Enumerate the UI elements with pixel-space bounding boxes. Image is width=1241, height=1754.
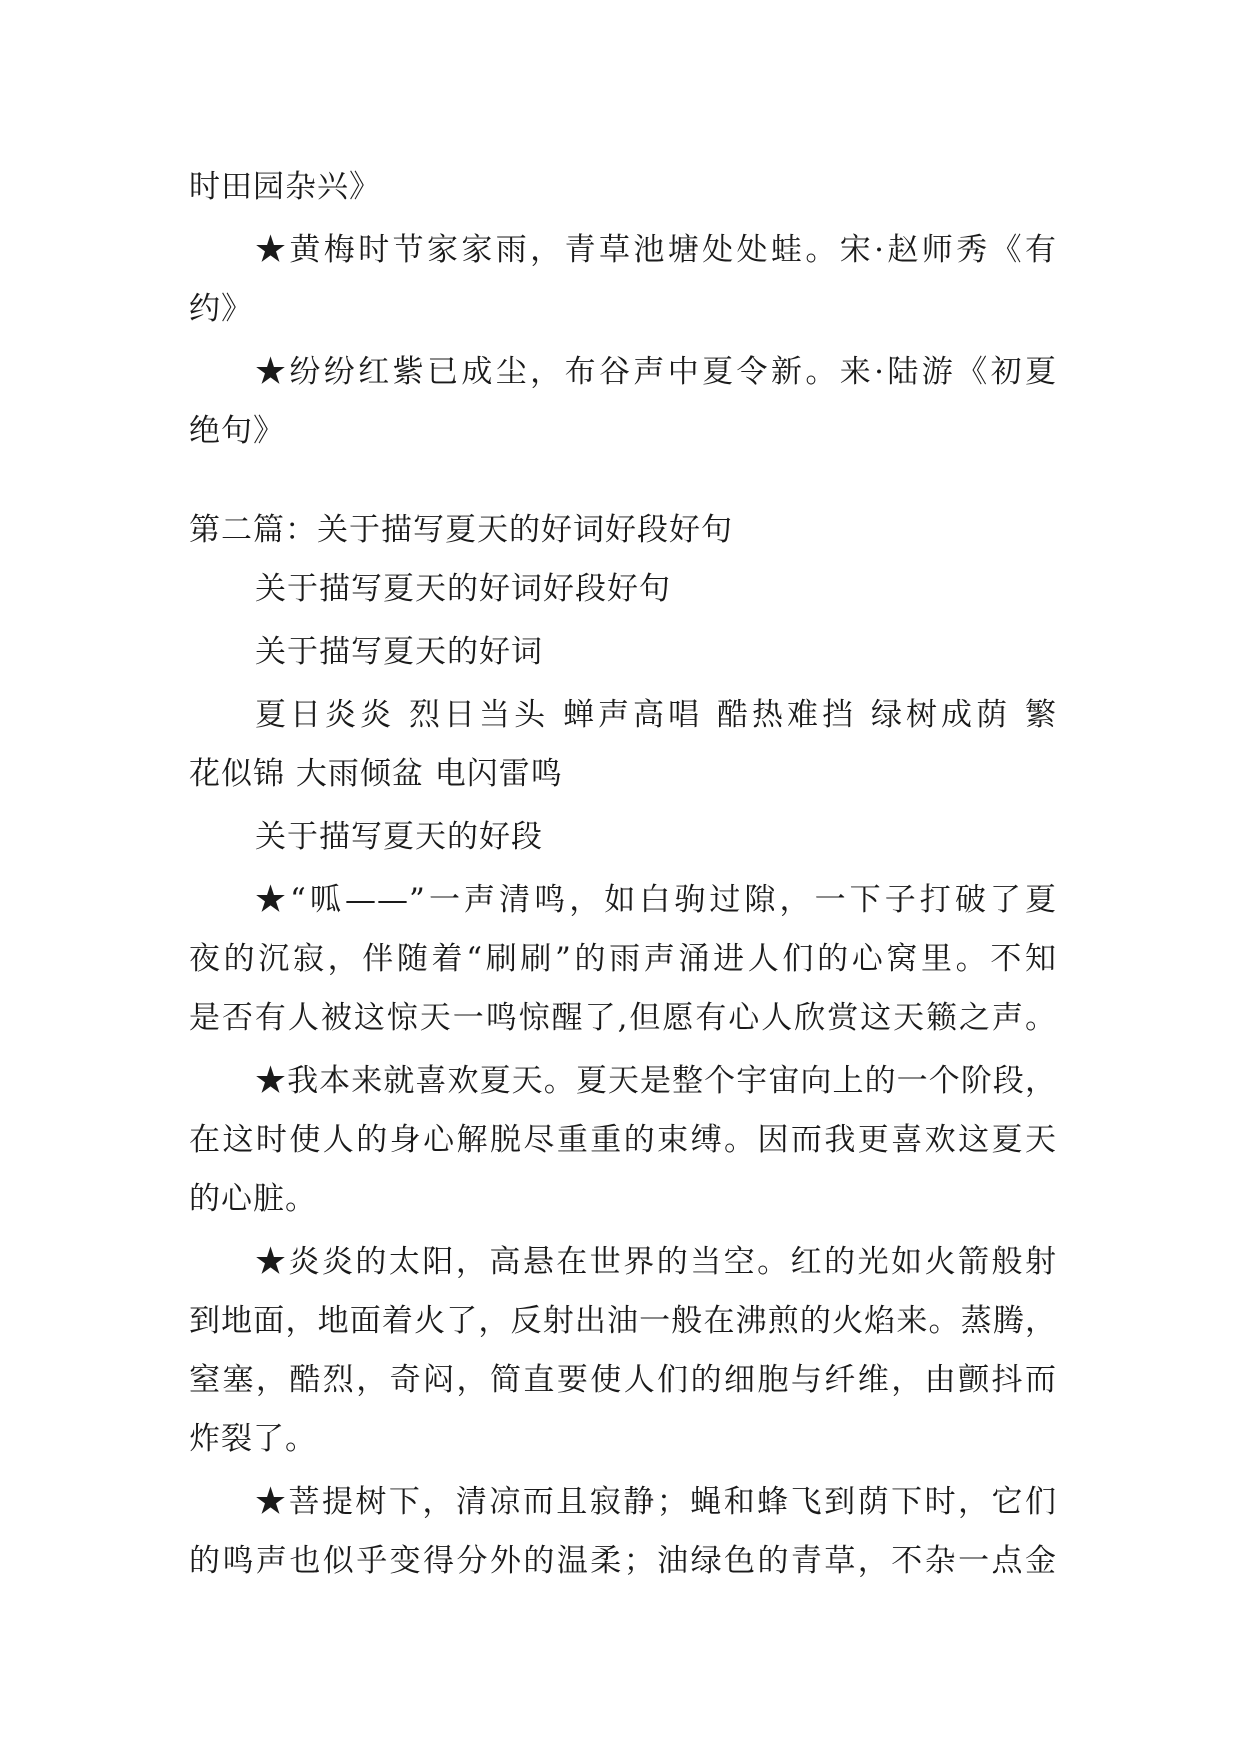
text-line: ★“呱——”一声清鸣，如白驹过隙，一下子打破了夏 [255,882,1057,918]
text-line: ★菩提树下，清凉而且寂静；蝇和蜂飞到荫下时，它们 [255,1484,1057,1520]
text-line: 绝句》 [189,413,285,449]
subheading: 关于描写夏天的好段 [255,819,543,855]
text-line: ★我本来就喜欢夏天。夏天是整个宇宙向上的一个阶段， [255,1063,1057,1099]
document-page [189,158,1057,1591]
text-line: 炸裂了。 [189,1421,317,1457]
text-line: 花似锦 大雨倾盆 电闪雷鸣 [189,756,563,792]
text-line: 到地面，地面着火了，反射出油一般在沸煎的火焰来。蒸腾， [189,1303,1057,1339]
text-line: 时田园杂兴》 [189,169,381,205]
section-heading: 第二篇：关于描写夏天的好词好段好句 [189,512,733,548]
text-line: 在这时使人的身心解脱尽重重的束缚。因而我更喜欢这夏天 [189,1122,1057,1158]
text-line: ★纷纷红紫已成尘，布谷声中夏令新。来·陆游《初夏 [255,354,1057,390]
text-line: 的心脏。 [189,1181,317,1217]
text-line: 夏日炎炎 烈日当头 蝉声高唱 酷热难挡 绿树成荫 繁 [255,697,1057,733]
text-line: 窒塞，酷烈，奇闷，简直要使人们的细胞与纤维，由颤抖而 [189,1362,1057,1398]
text-line: ★黄梅时节家家雨，青草池塘处处蛙。宋·赵师秀《有 [255,232,1057,268]
text-line: 是否有人被这惊天一鸣惊醒了,但愿有心人欣赏这天籁之声。 [189,1000,1057,1036]
subheading: 关于描写夏天的好词 [255,634,543,670]
text-line: ★炎炎的太阳，高悬在世界的当空。红的光如火箭般射 [255,1244,1057,1280]
text-line: 的鸣声也似乎变得分外的温柔；油绿色的青草，不杂一点金 [189,1543,1057,1579]
text-line: 约》 [189,291,253,327]
subheading: 关于描写夏天的好词好段好句 [255,571,671,607]
text-line: 夜的沉寂，伴随着“刷刷”的雨声涌进人们的心窝里。不知 [189,941,1057,977]
